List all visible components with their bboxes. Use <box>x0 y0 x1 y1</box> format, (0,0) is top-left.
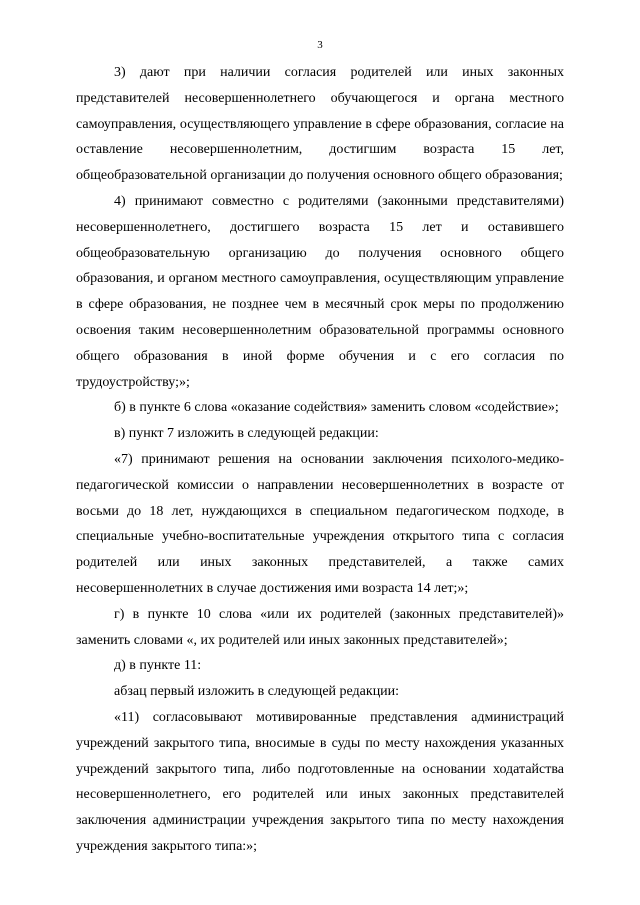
paragraph-amendment-g: г) в пункте 10 слова «или их родителей (законных представителей)» заменить словами «, их родителей или иных законных представителей»; <box>76 606 564 648</box>
paragraph-abzac-first: абзац первый изложить в следующей редакции: <box>114 684 400 700</box>
paragraph-subitem-4: 4) принимают совместно с родителями (законными представителями) несовершеннолетнего, достигшего возраста 15 лет и оставившего общеобразовательную организацию до получения основного общего образования, и органом местного самоуправления, осуществляющим управление в сфере образования, не позднее чем в месячный срок меры по продолжению освоения таким несовершеннолетним образовательной программы основного общего образования в иной форме обучения и с его согласия по трудоустройству;»; <box>76 193 564 390</box>
paragraph-subitem-3: 3) дают при наличии согласия родителей или иных законных представителей несовершеннолетнего обучающегося и органа местного самоуправления, осуществляющего управление в сфере образования, согласие на оставление несовершеннолетним, достигшим возраста 15 лет, общеобразовательной организации до получения основного общего образования; <box>76 65 564 184</box>
paragraph-amendment-b: б) в пункте 6 слова «оказание содействия» заменить словом «содействие»; <box>114 400 559 416</box>
paragraph-amendment-v: в) пункт 7 изложить в следующей редакции: <box>114 426 379 442</box>
paragraph-clause-7: «7) принимают решения на основании заключения психолого-медико-педагогической комиссии о направлении несовершеннолетних в возрасте от восьми до 18 лет, нуждающихся в специальном педагогическом подходе, в специальные учебно-воспитательные учреждения открытого типа с согласия родителей или иных законных представителей, а также самих несовершеннолетних в случае достижения ими возраста 14 лет;»; <box>76 451 564 596</box>
body-text <box>76 60 564 860</box>
paragraph-amendment-d: д) в пункте 11: <box>114 658 202 674</box>
paragraph-clause-11: «11) согласовывают мотивированные представления администраций учреждений закрытого типа, вносимые в суды по месту нахождения указанных учреждений закрытого типа, либо подготовленные на основании ходатайства несовершеннолетнего, его родителей или иных законных представителей заключения администрации учреждения закрытого типа по месту нахождения учреждения закрытого типа:»; <box>76 709 564 854</box>
page-number: 3 <box>317 39 323 51</box>
